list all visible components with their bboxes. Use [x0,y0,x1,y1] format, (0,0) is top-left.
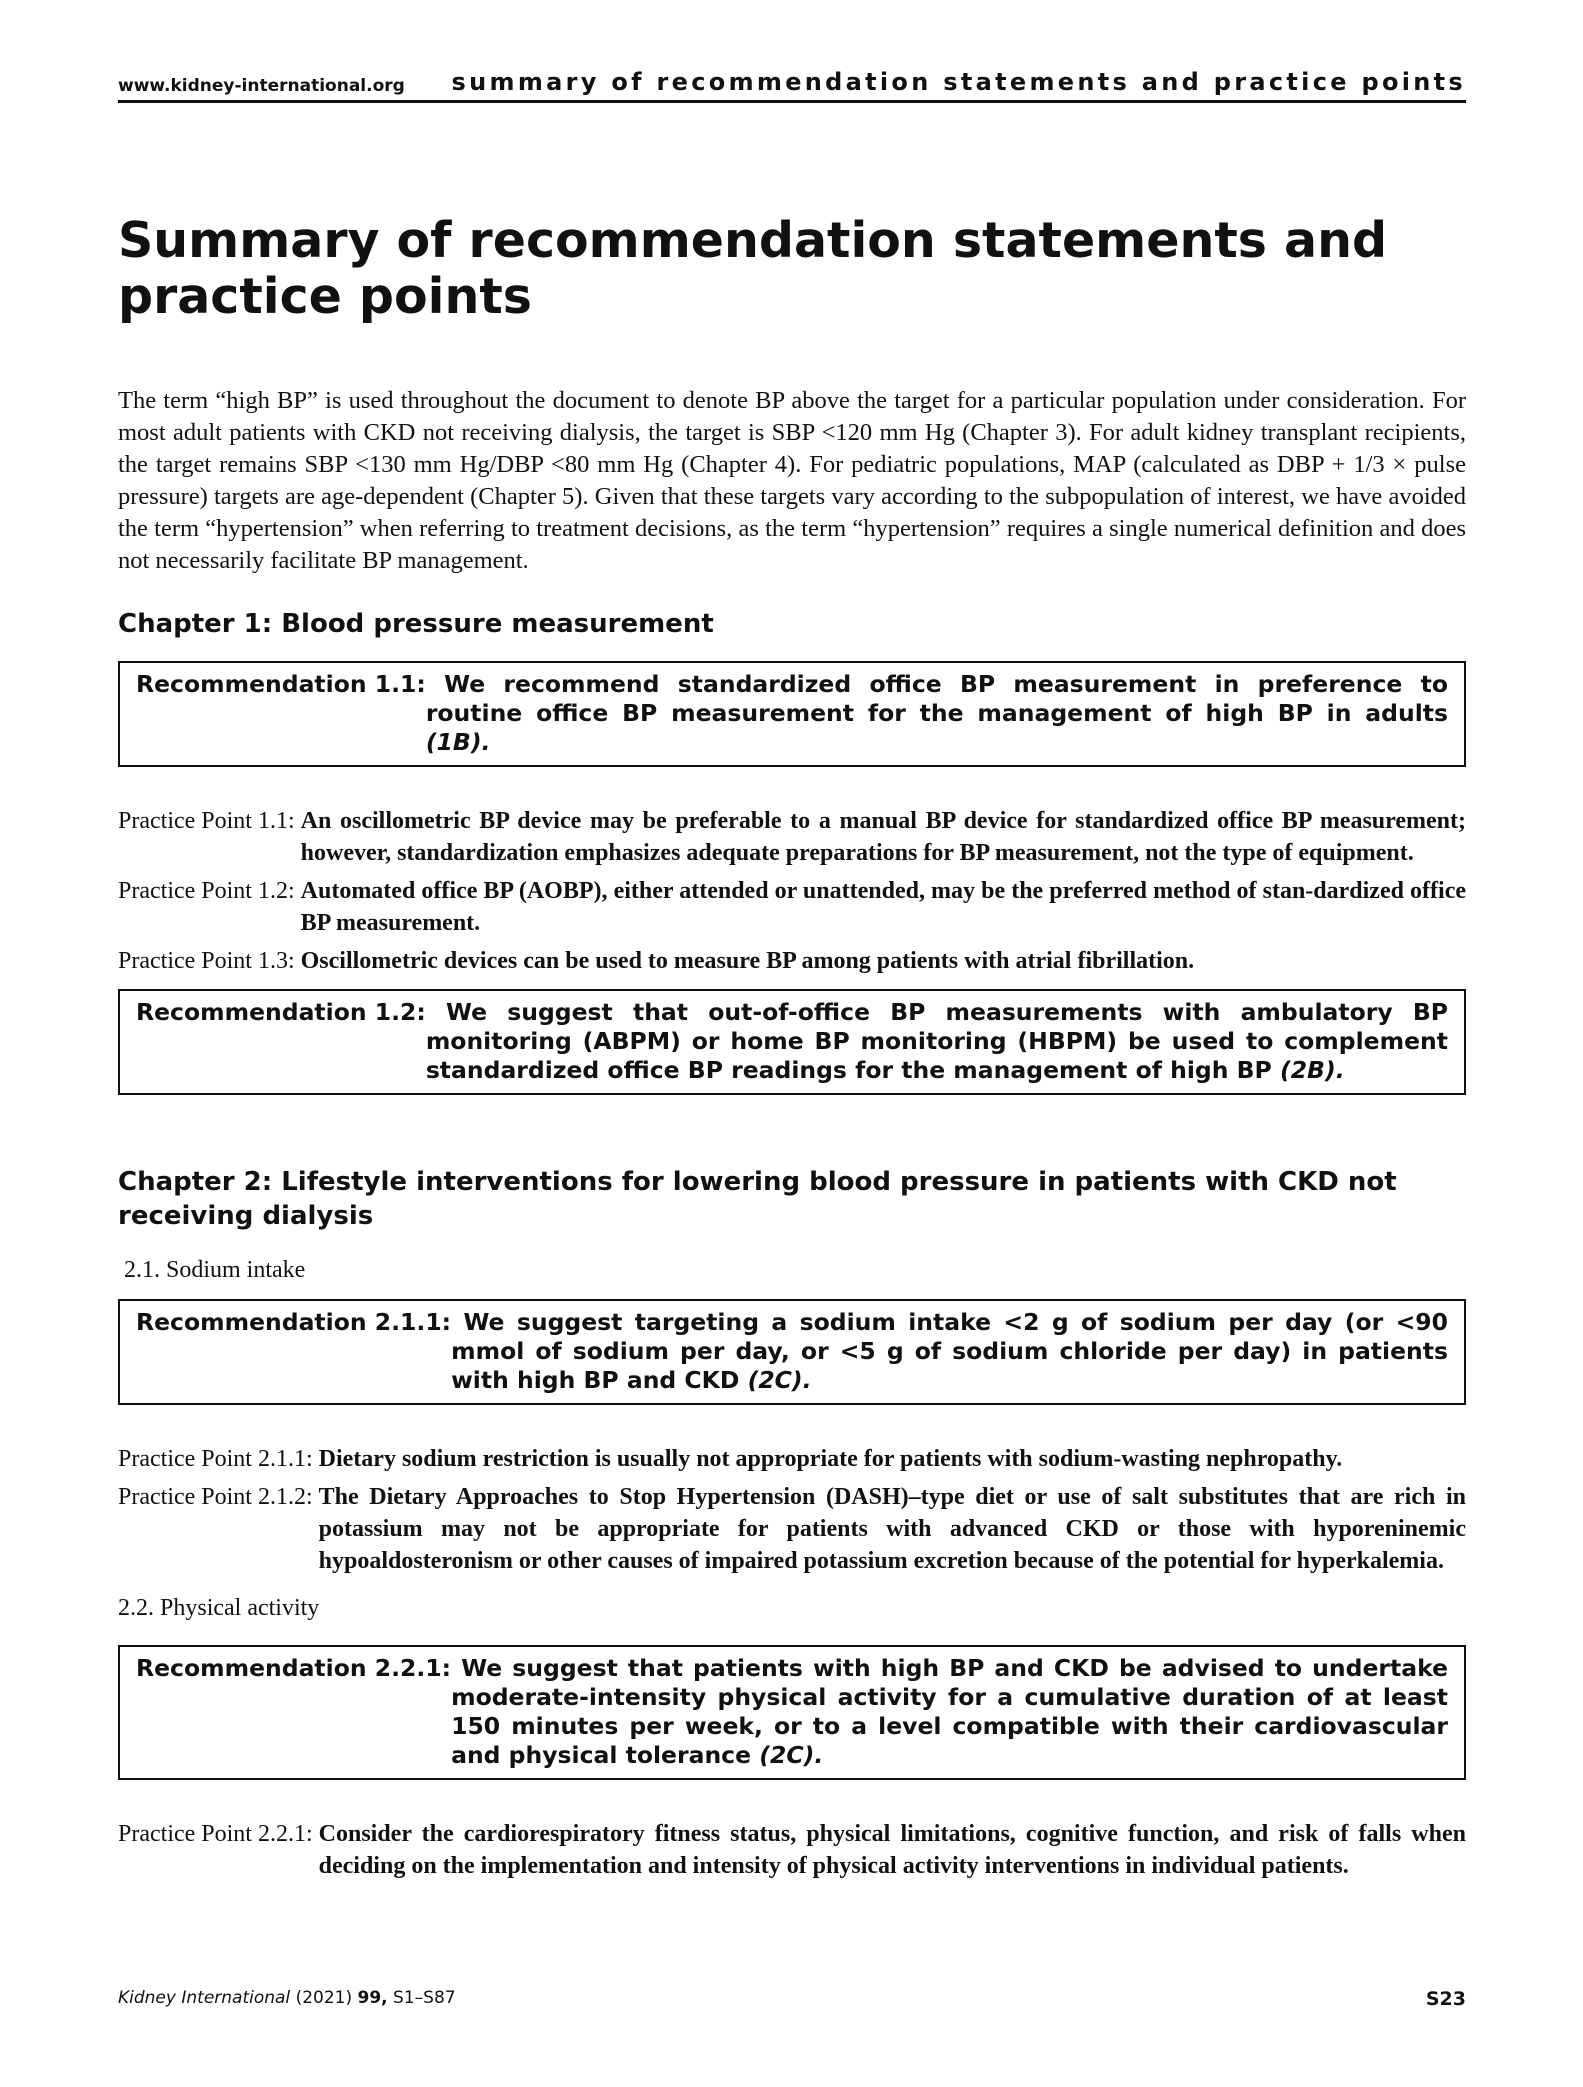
practice-point-text: Oscillometric devices can be used to measure BP among patients with atrial fibrillation. [300,948,1195,974]
recommendation-text [426,670,1448,757]
evidence-grade: (2C). [747,1366,812,1394]
running-title: summary of recommendation statements and practice points [451,68,1466,96]
practice-point-label: Practice Point 1.3: [118,948,295,974]
practice-point-text: Automated office BP (AOBP), either attended or unattended, may be the preferred method of stan-dardized office BP measurement. [300,878,1466,936]
journal-year: (2021) [295,1988,353,2008]
section-2-1-heading: 2.1. Sodium intake [124,1257,306,1283]
recommendation-statement: We recommend standardized office BP measurement in preference to routine office BP measurement for the management of high BP in adults [425,670,1448,727]
evidence-grade: (2C). [759,1741,824,1769]
practice-point-2-1-1 [118,1443,1466,1475]
page-title: Summary of recommendation statements and practice points [118,212,1388,325]
journal-volume: 99, [357,1988,388,2008]
journal-pages: S1–S87 [393,1988,456,2008]
citation [118,1988,456,2010]
recommendation-text [426,998,1448,1085]
practice-point-text: Dietary sodium restriction is usually not appropriate for patients with sodium-wasting nephropathy. [318,1446,1343,1472]
evidence-grade: (2B). [1279,1056,1345,1084]
page [118,56,1466,1882]
site-url-link[interactable]: www.kidney-international.org [118,76,405,96]
running-header [118,56,1466,103]
recommendation-label: Recommendation 2.1.1: [136,1308,452,1336]
practice-point-1-2 [118,875,1466,939]
practice-point-label: Practice Point 1.1: [118,808,295,834]
recommendation-label: Recommendation 1.1: [136,670,426,698]
journal-name: Kidney International [118,1988,291,2008]
chapter-1-heading: Chapter 1: Blood pressure measurement [118,609,714,639]
recommendation-label: Recommendation 2.2.1: [136,1654,452,1682]
practice-point-text: The Dietary Approaches to Stop Hypertension (DASH)–type diet or use of salt substitutes that are rich in potassium may not be appropriate for patients with advanced CKD or those with hyporeninemic hypoaldosteronism or other causes of impaired potassium excretion because of the potential for hyperkalemia. [318,1484,1466,1574]
practice-point-label: Practice Point 2.2.1: [118,1821,313,1847]
practice-point-text: An oscillometric BP device may be preferable to a manual BP device for standardized office BP measurement; however, standardization emphasizes adequate preparations for BP measurement, not the type of equipment. [300,808,1466,866]
recommendation-text [451,1308,1448,1395]
recommendation-label: Recommendation 1.2: [136,998,426,1026]
practice-point-2-2-1 [118,1818,1466,1882]
practice-point-label: Practice Point 1.2: [118,878,295,904]
page-footer [118,1988,1466,2010]
recommendation-statement: We suggest that patients with high BP and CKD be advised to undertake moderate-intensity physical activity for a cumulative duration of at least 150 minutes per week, or to a level compatible with their cardiovascular and physical tolerance [451,1654,1449,1769]
intro-paragraph: The term “high BP” is used throughout the document to denote BP above the target for a particular population under consideration. For most adult patients with CKD not receiving dialysis, the target is SBP <120 mm Hg (Chapter 3). For adult kidney transplant recipients, the target remains SBP <130 mm Hg/DBP <80 mm Hg (Chapter 4). For pediatric populations, MAP (calculated as DBP + 1/3 × pulse pressure) targets are age-dependent (Chapter 5). Given that these targets vary according to the subpopulation of interest, we have avoided the term “hypertension” when referring to treatment decisions, as the term “hypertension” requires a single numerical definition and does not necessarily facilitate BP management. [118,387,1466,574]
recommendation-statement: We suggest that out-of-office BP measurements with ambulatory BP monitoring (ABPM) or home BP monitoring (HBPM) be used to complement standardized office BP readings for the management of high BP [425,998,1448,1084]
practice-point-label: Practice Point 2.1.1: [118,1446,313,1472]
recommendation-2-1-1 [118,1299,1466,1405]
recommendation-2-2-1 [118,1645,1466,1780]
practice-point-1-1 [118,805,1466,869]
recommendation-1-1 [118,661,1466,767]
practice-point-2-1-2 [118,1481,1466,1577]
recommendation-statement: We suggest targeting a sodium intake <2 g of sodium per day (or <90 mmol of sodium per day, or <5 g of sodium chloride per day) in patients with high BP and CKD [451,1308,1448,1394]
evidence-grade: (1B). [425,728,491,756]
chapter-2-heading: Chapter 2: Lifestyle interventions for lowering blood pressure in patients with CKD not receiving dialysis [118,1167,1397,1231]
practice-point-label: Practice Point 2.1.2: [118,1484,313,1510]
section-2-2-heading: 2.2. Physical activity [118,1595,320,1621]
recommendation-text [451,1654,1448,1770]
page-number: S23 [1425,1988,1466,2010]
practice-point-text: Consider the cardiorespiratory fitness status, physical limitations, cognitive function, and risk of falls when deciding on the implementation and intensity of physical activity interventions in individual patients. [318,1821,1466,1879]
practice-point-1-3 [118,945,1466,977]
recommendation-1-2 [118,989,1466,1095]
